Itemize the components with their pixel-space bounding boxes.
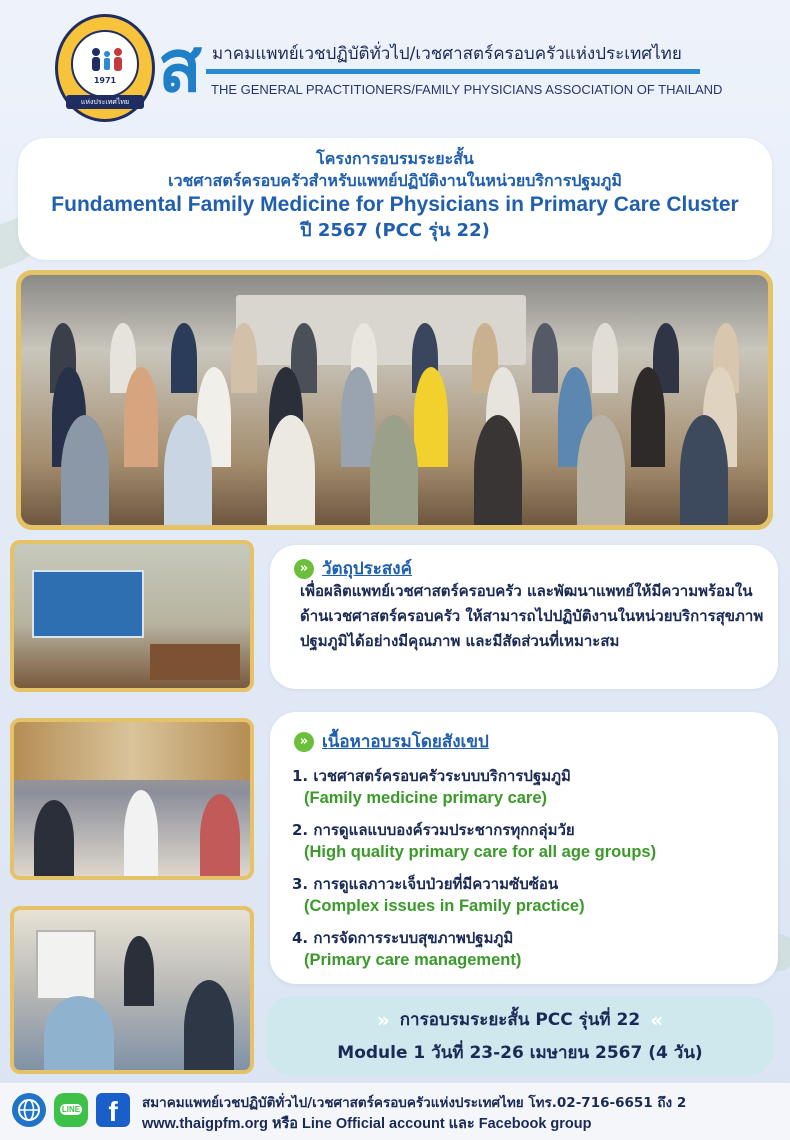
chevron-left-icon: «	[650, 1007, 664, 1032]
topic-2-th: 2. การดูแลแบบองค์รวมประชากรทุกกลุ่มวัย	[292, 821, 575, 839]
line-icon-label: LINE	[61, 1105, 81, 1114]
topic-1-th: 1. เวชศาสตร์ครอบครัวระบบบริการปฐมภูมิ	[292, 767, 571, 785]
title-line-4: ปี 2567 (PCC รุ่น 22)	[300, 220, 490, 241]
topic-4-en: (Primary care management)	[304, 951, 522, 969]
content-heading-label: เนื้อหาอบรมโดยสังเขป	[322, 732, 489, 752]
association-name-en: THE GENERAL PRACTITIONERS/FAMILY PHYSICIANS ASSOCIATION OF THAILAND	[211, 82, 723, 97]
title-line-3: Fundamental Family Medicine for Physicians in Primary Care Cluster	[51, 193, 739, 216]
module-heading-label: การอบรมระยะสั้น PCC รุ่นที่ 22	[399, 1010, 641, 1030]
title-card	[18, 138, 772, 260]
globe-icon[interactable]	[12, 1093, 46, 1127]
module-heading	[266, 1006, 774, 1033]
contact-footer	[0, 1083, 790, 1140]
group-discussion-photo-1	[10, 718, 254, 880]
line-icon[interactable]	[54, 1093, 88, 1127]
objective-heading	[294, 555, 412, 582]
projector-screen	[32, 570, 144, 638]
lecture-photo	[10, 540, 254, 692]
title-line-2: เวชศาสตร์ครอบครัวสำหรับแพทย์ปฏิบัติงานในหน่วยบริการปฐมภูมิ	[168, 171, 622, 190]
logo-emblem	[71, 30, 139, 98]
module-card	[266, 996, 774, 1076]
logo-figures-icon	[87, 46, 127, 72]
footer-links-line[interactable]: www.thaigpfm.org หรือ Line Official account และ Facebook group	[142, 1116, 592, 1132]
logo-ribbon: แห่งประเทศไทย	[66, 95, 144, 109]
association-mark: ส	[158, 23, 202, 108]
title-line-1: โครงการอบรมระยะสั้น	[316, 149, 474, 168]
group-discussion-photo-2	[10, 906, 254, 1074]
topic-3-en: (Complex issues in Family practice)	[304, 897, 585, 915]
objective-card	[270, 545, 778, 689]
double-chevron-bullet-icon: »	[294, 732, 314, 752]
objective-heading-label: วัตถุประสงค์	[322, 559, 412, 579]
association-name-th: มาคมแพทย์เวชปฏิบัติทั่วไป/เวชศาสตร์ครอบครัวแห่งประเทศไทย	[212, 44, 682, 64]
module-dates: Module 1 วันที่ 23-26 เมษายน 2567 (4 วัน)	[337, 1043, 703, 1063]
logo-year: 1971	[93, 76, 117, 85]
course-content-card	[270, 712, 778, 984]
facebook-icon[interactable]: f	[96, 1093, 130, 1127]
association-logo	[55, 14, 155, 122]
crowd-front-row	[33, 415, 756, 530]
topic-2-en: (High quality primary care for all age groups)	[304, 843, 657, 861]
content-heading	[294, 728, 489, 755]
objective-text: เพื่อผลิตแพทย์เวชศาสตร์ครอบครัว และพัฒนาแพทย์ให้มีความพร้อมในด้านเวชศาสตร์ครอบครัว ให้สามารถไปปฏิบัติงานในหน่วยบริการสุขภาพปฐมภูมิได้อย่างมีคุณภาพ และมีสัดส่วนที่เหมาะสม	[300, 582, 764, 650]
topic-4-th: 4. การจัดการระบบสุขภาพปฐมภูมิ	[292, 929, 514, 947]
group-photo	[16, 270, 773, 530]
topic-1-en: (Family medicine primary care)	[304, 789, 548, 807]
topic-3-th: 3. การดูแลภาวะเจ็บป่วยที่มีความซับซ้อน	[292, 875, 559, 893]
chevron-right-icon: »	[376, 1007, 390, 1032]
footer-contact-line: สมาคมแพทย์เวชปฏิบัติทั่วไป/เวชศาสตร์ครอบครัวแห่งประเทศไทย โทร.02-716-6651 ถึง 2	[142, 1095, 687, 1111]
double-chevron-bullet-icon: »	[294, 559, 314, 579]
header-divider	[206, 69, 700, 74]
